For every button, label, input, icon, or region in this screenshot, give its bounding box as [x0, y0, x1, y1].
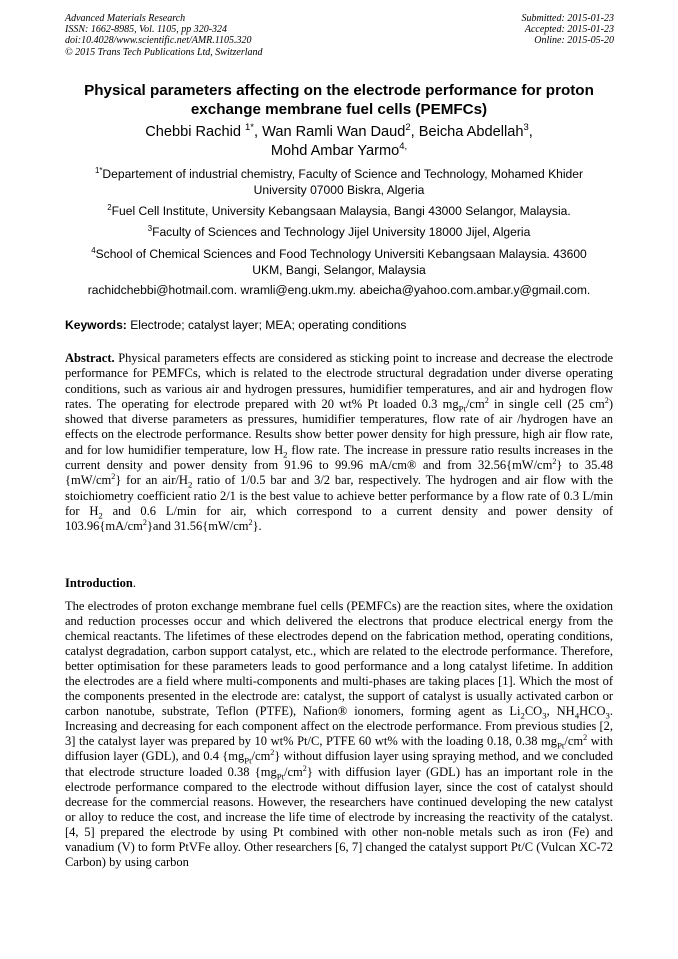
- keywords: [65, 318, 406, 333]
- author-3: , Beicha Abdellah: [410, 124, 524, 140]
- abstract-text: flow rate. The increase in pressure ratio results increases in the current density and power density from 91.96 to 99.96 mA/cm® and from 32.56{mW/cm: [65, 442, 613, 473]
- abstract-text: } for an air/H: [115, 473, 188, 488]
- paper-title: [60, 81, 618, 119]
- journal-issn: ISSN: 1662-8985, Vol. 1105, pp 320-324: [65, 24, 228, 36]
- abstract-text: /cm: [465, 396, 485, 411]
- abstract-superscript: 2: [142, 518, 147, 528]
- intro-text: with diffusion layer (GDL), and 0.4 {mg: [65, 734, 613, 764]
- affiliation-2: [66, 204, 612, 220]
- author-4: Mohd Ambar Yarmo: [270, 143, 400, 159]
- abstract-text: }and 31.56{mW/cm: [146, 519, 249, 534]
- date-submitted: Submitted: 2015-01-23: [521, 13, 614, 24]
- affiliation-2-line-1: Fuel Cell Institute, University Kebangsaan Malaysia, Bangi 43000 Selangor, Malaysia.: [111, 204, 571, 218]
- intro-text: } without diffusion layer using spraying method, and we concluded that electrode structure loaded 0.38 {mg: [65, 749, 613, 779]
- journal-info: [65, 13, 263, 58]
- intro-subscript: 2: [520, 710, 525, 721]
- abstract-text: ratio of 1/0.5 bar and 3/2 bar, respectively. The hydrogen and air flow with the stoichiometry coefficient ratio 2/1 is the best value to achieve better performance by a flow rate of 0.3 L/min for H: [65, 473, 613, 518]
- intro-text: /cm: [564, 734, 584, 749]
- author-1-affiliation-mark: 1*: [245, 122, 254, 134]
- section-heading-introduction: [65, 576, 136, 591]
- title-line-1: Physical parameters affecting on the electrode performance for proton: [84, 82, 594, 99]
- journal-name: Advanced Materials Research: [65, 13, 186, 24]
- author-list: [60, 123, 618, 161]
- author-separator: ,: [528, 124, 533, 140]
- abstract-text: in single cell (25 cm: [488, 396, 605, 411]
- abstract-label: Abstract.: [65, 351, 115, 365]
- abstract-text: } to 35.48 {mW/cm: [65, 458, 613, 488]
- author-1: Chebbi Rachid: [145, 124, 246, 140]
- intro-subscript: 3: [605, 710, 610, 721]
- abstract-superscript: 2: [552, 456, 557, 466]
- affiliation-4-mark: 4: [91, 245, 96, 255]
- introduction-heading-text: Introduction: [65, 576, 133, 590]
- affiliation-3: [66, 225, 612, 241]
- intro-text: CO: [524, 704, 543, 719]
- intro-text: } with diffusion layer (GDL) has an important role in the electrode performance compared to the electrode without diffusion layer, since the cost of catalyst should decrease for the commercial reasons. However, the researchers have continued developing the new catalyst or alloy to reduce the cost, and increase the life time of electrode by increasing the reactivity of the catalyst. [4, 5] prepared the electrode by using Pt combined with other non-noble metals such as iron (Fe) and vanadium (V) to form PtVFe alloy. Other researchers [6, 7] changed the catalyst support Pt/C (Vulcan XC-72 Carbon) by using carbon: [65, 764, 613, 869]
- affiliation-3-line-1: Faculty of Sciences and Technology Jijel University 18000 Jijel, Algeria: [152, 225, 531, 239]
- abstract-superscript: 2: [111, 472, 116, 482]
- introduction-body: [65, 599, 613, 870]
- intro-superscript: 2: [270, 748, 275, 758]
- abstract-subscript: 2: [283, 449, 288, 460]
- abstract-subscript: 2: [187, 479, 193, 490]
- author-4-affiliation-mark: 4,: [399, 141, 408, 153]
- author-emails: rachidchebbi@hotmail.com. wramli@eng.ukm.my. abeicha@yahoo.com.ambar.y@gmail.com.: [87, 283, 591, 297]
- date-online: Online: 2015-05-20: [534, 35, 614, 47]
- journal-copyright: © 2015 Trans Tech Publications Ltd, Switzerland: [65, 46, 263, 58]
- title-line-2: exchange membrane fuel cells (PEMFCs): [190, 101, 488, 118]
- intro-subscript: Pt: [276, 771, 285, 782]
- intro-text: . Increasing and decreasing for each component affect on the electrode performance. From previous studies [2, 3] the catalyst layer was prepared by 10 wt% Pt/C, PTFE 60 wt% with the loading 0.18, 0.38 mg: [65, 704, 613, 749]
- intro-text: HCO: [579, 704, 606, 719]
- intro-subscript: Pt: [244, 755, 252, 766]
- keywords-label: Keywords:: [65, 318, 127, 332]
- abstract-subscript: 2: [98, 510, 103, 521]
- abstract-superscript: 2: [248, 518, 253, 528]
- affiliation-4: [66, 247, 612, 278]
- intro-superscript: 2: [302, 763, 307, 773]
- affiliation-1: [66, 167, 612, 198]
- abstract-text: ) showed that diverse parameters as pressures, humidifier temperatures, flow rate of air /hydrogen have an effects on the electrode performance. Results show better power density for high pressure, high air flow rate, and for low humidifier temperature, low H: [65, 396, 613, 457]
- abstract-superscript: 2: [604, 395, 609, 405]
- abstract: [65, 351, 613, 535]
- affiliation-4-line-1: School of Chemical Sciences and Food Technology Universiti Kebangsaan Malaysia. 43600: [95, 247, 587, 261]
- affiliation-2-mark: 2: [107, 202, 112, 212]
- authors-line-1: [60, 123, 618, 142]
- date-accepted: Accepted: 2015-01-23: [524, 24, 614, 36]
- affiliation-4-line-2: UKM, Bangi, Selangor, Malaysia: [252, 262, 426, 277]
- abstract-text: and 0.6 L/min for air, which correspond to a current density and power density of 103.96{mA/cm: [65, 503, 613, 534]
- affiliation-3-mark: 3: [147, 223, 153, 233]
- authors-line-2: [60, 142, 618, 161]
- intro-text: /cm: [284, 764, 303, 779]
- author-3-affiliation-mark: 3: [523, 122, 529, 134]
- intro-superscript: 2: [583, 733, 588, 743]
- affiliation-1-line-2: University 07000 Biskra, Algeria: [253, 182, 425, 197]
- intro-text: , NH: [546, 704, 575, 719]
- journal-doi: doi:10.4028/www.scientific.net/AMR.1105.320: [65, 35, 252, 47]
- intro-text: /cm: [251, 749, 271, 764]
- intro-subscript: Pt: [557, 740, 565, 751]
- abstract-superscript: 2: [484, 395, 489, 405]
- intro-text: The electrodes of proton exchange membrane fuel cells (PEMFCs) are the reaction sites, where the oxidation and reduction processes occur and which delivered the electrons that produce electrical energy from the chemical reactants. The lifetimes of these electrodes depend on the fabrication method, operating conditions, catalyst degradation, carbon support catalyst, etc., which are related to the electrode performance. Therefore, better optimisation for these parameters leads to good performance and a long catalyst lifetime. In addition the electrodes are a field where multi-components and multi-phases are taking places [1]. Which the most of the components presented in the electrode are: catalyst, the support of catalyst is usually activated carbon or carbon nanotube, substrate, Teflon (PTFE), Nafion® ionomers, forming agent as Li: [65, 599, 613, 719]
- author-2: , Wan Ramli Wan Daud: [253, 124, 406, 140]
- intro-subscript: 3: [542, 710, 547, 721]
- affiliation-1-mark: 1*: [94, 165, 103, 175]
- introduction-heading-period: .: [132, 576, 136, 590]
- affiliation-1-line-1: Departement of industrial chemistry, Faculty of Science and Technology, Mohamed Khider: [102, 167, 584, 181]
- abstract-text: }.: [252, 519, 262, 534]
- author-2-affiliation-mark: 2: [405, 122, 411, 134]
- keywords-text: Electrode; catalyst layer; MEA; operating conditions: [126, 318, 407, 332]
- publication-dates: [522, 13, 615, 47]
- abstract-text: Physical parameters effects are considered as sticking point to increase and decrease the electrode performance for PEMFCs, which is related to the electrode structural degradation under diverse operating conditions, such as various air and hydrogen pressures, humidifier temperatures, and air and hydrogen flow rates. The operating for electrode prepared with 20 wt% Pt loaded 0.3 mg: [65, 351, 613, 411]
- abstract-subscript: Pt: [458, 403, 466, 414]
- intro-subscript: 4: [574, 710, 580, 721]
